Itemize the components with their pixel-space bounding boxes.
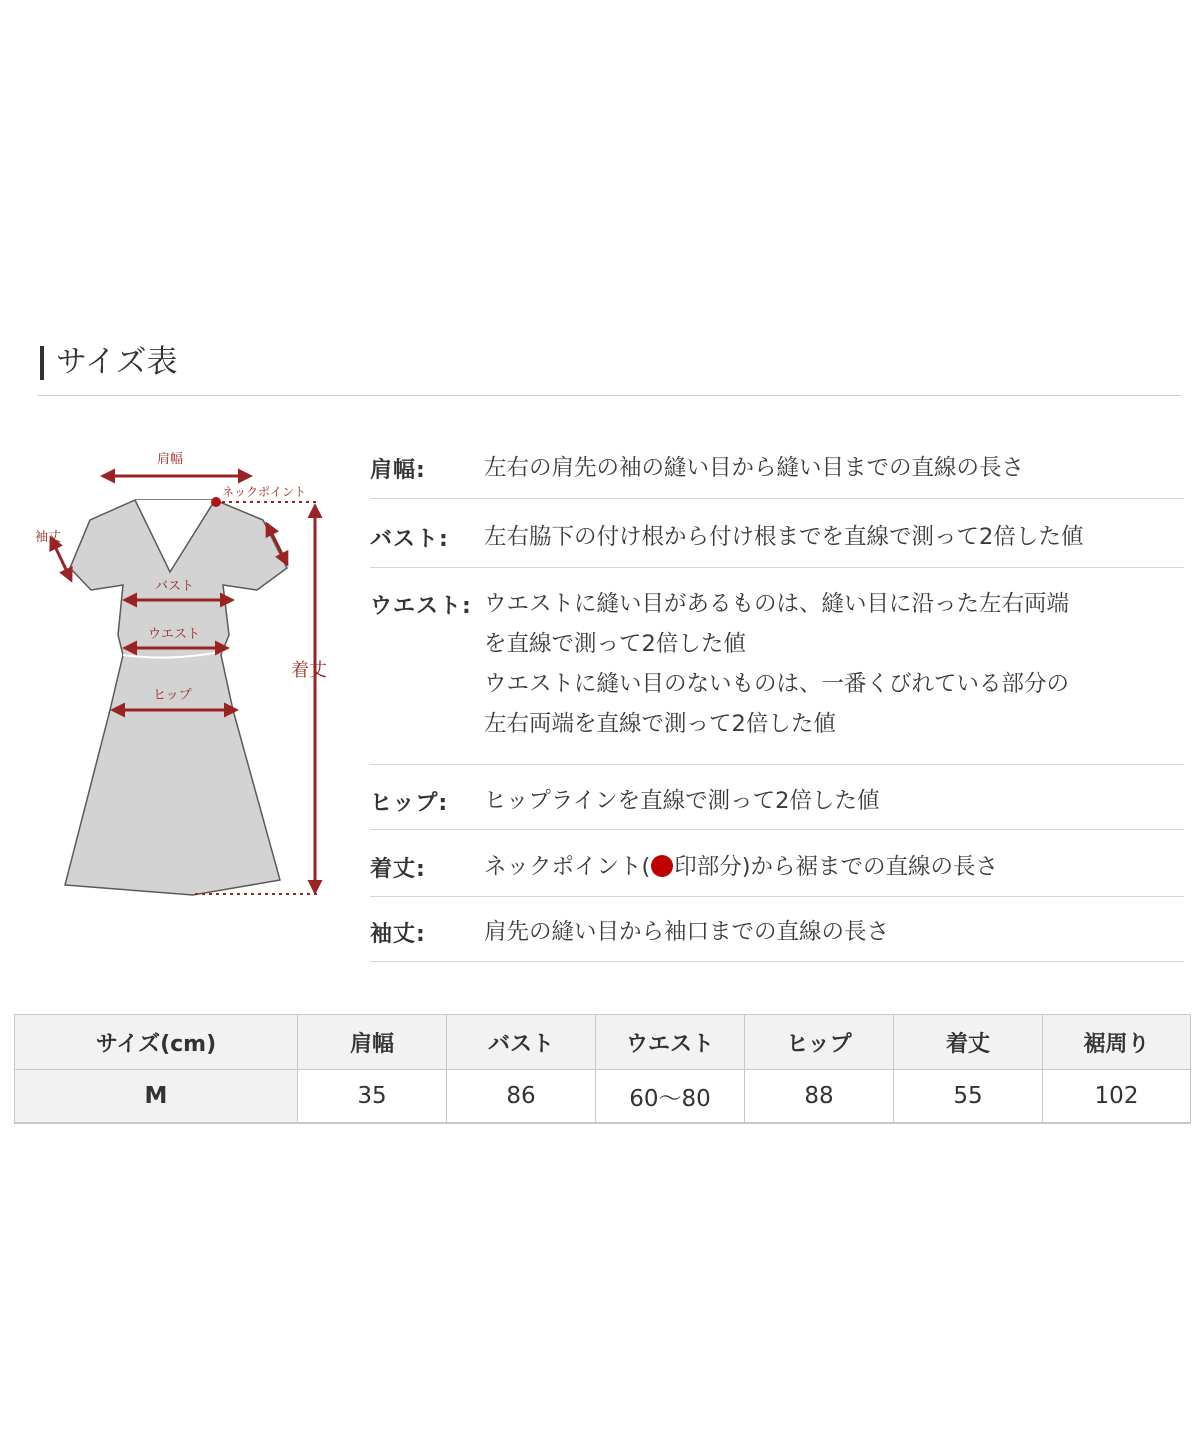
garment-diagram xyxy=(25,440,345,920)
definition-row-sleeve xyxy=(370,897,1184,962)
definition-text-before: ネックポイント( xyxy=(484,854,651,880)
table-header-cell: 肩幅 xyxy=(298,1015,447,1070)
table-cell: 55 xyxy=(894,1070,1043,1124)
table-cell: 102 xyxy=(1043,1070,1191,1124)
table-cell: 60〜80 xyxy=(596,1070,745,1124)
definition-text xyxy=(484,847,1184,887)
neck-point-marker xyxy=(211,497,221,507)
size-table xyxy=(14,1014,1191,1124)
definition-row-shoulder xyxy=(370,440,1184,499)
label-sleeve: 袖丈 xyxy=(35,530,62,545)
definition-term: 袖丈: xyxy=(370,922,426,947)
table-header-cell: ヒップ xyxy=(745,1015,894,1070)
definition-term: 着丈: xyxy=(370,857,426,882)
label-neck-point: ネックポイント xyxy=(222,485,307,499)
definition-row-bust xyxy=(370,499,1184,568)
definition-row-length xyxy=(370,830,1184,897)
definition-text: 左右両端を直線で測って2倍した値 xyxy=(484,711,836,737)
label-length: 着丈 xyxy=(291,660,327,681)
measurement-definitions xyxy=(370,440,1184,962)
definition-text: を直線で測って2倍した値 xyxy=(484,631,746,657)
table-cell: 35 xyxy=(298,1070,447,1124)
section-header xyxy=(38,340,1181,396)
label-bust: バスト xyxy=(155,579,195,594)
label-waist: ウエスト xyxy=(148,627,201,642)
definition-term: ヒップ: xyxy=(370,791,449,816)
definition-row-hip xyxy=(370,765,1184,830)
section-header-bar xyxy=(40,346,44,380)
definition-text: ウエストに縫い目のないものは、一番くびれている部分の xyxy=(484,671,1070,697)
definition-text: 左右の肩先の袖の縫い目から縫い目までの直線の長さ xyxy=(484,455,1025,481)
definition-term: バスト: xyxy=(370,527,449,552)
section-title: サイズ表 xyxy=(56,344,178,380)
label-shoulder: 肩幅 xyxy=(157,452,184,467)
table-row xyxy=(15,1070,1191,1124)
table-cell: 86 xyxy=(447,1070,596,1124)
definition-text: 左右脇下の付け根から付け根までを直線で測って2倍した値 xyxy=(484,524,1084,550)
definition-term: ウエスト: xyxy=(370,594,472,619)
table-cell: 88 xyxy=(745,1070,894,1124)
table-header-cell: 裾周り xyxy=(1043,1015,1191,1070)
definition-text: ヒップラインを直線で測って2倍した値 xyxy=(484,788,880,814)
definition-text: 肩先の縫い目から袖口までの直線の長さ xyxy=(484,919,890,945)
table-header-cell: サイズ(cm) xyxy=(15,1015,298,1070)
table-header-cell: 着丈 xyxy=(894,1015,1043,1070)
table-row-size: M xyxy=(15,1070,298,1124)
neck-point-dot-icon xyxy=(651,855,673,877)
definition-text: ウエストに縫い目があるものは、縫い目に沿った左右両端 xyxy=(484,591,1070,617)
definition-text-after: 印部分)から裾までの直線の長さ xyxy=(674,854,999,880)
definition-row-waist xyxy=(370,568,1184,765)
label-hip: ヒップ xyxy=(153,688,192,703)
table-header-cell: ウエスト xyxy=(596,1015,745,1070)
table-header-cell: バスト xyxy=(447,1015,596,1070)
table-header-row xyxy=(15,1015,1191,1070)
definition-term: 肩幅: xyxy=(370,458,426,483)
